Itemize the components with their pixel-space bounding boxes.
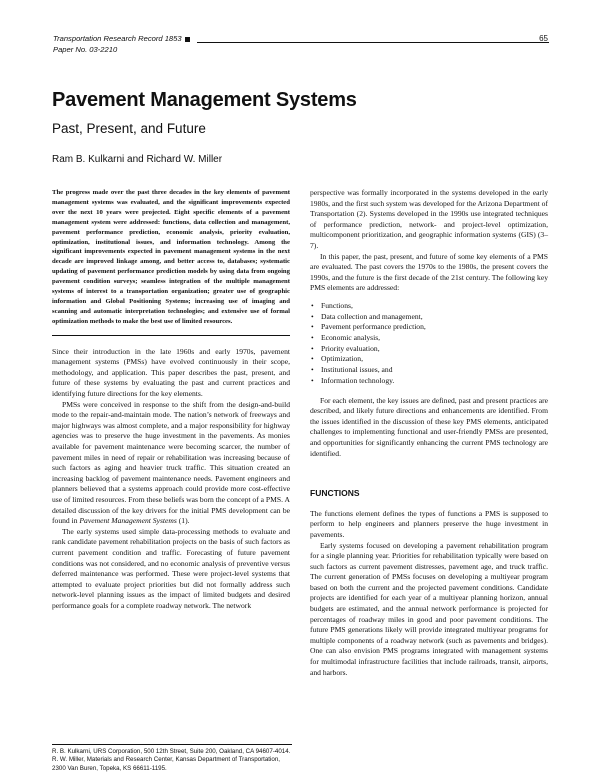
abstract: The progress made over the past three decades in the key elements of pavement management systems was evaluated, and the significant improvements expected over the next 10 years were projected. Eight specific elements of a pavement management system were addressed: functions, data collection and management, pavement performance prediction, economic analysis, priority evaluation, optimization, institutional issues, and information technology. Among the significant improvements expected in pavement management systems in the next decade are improved linkage among, and better access to, databases; systematic updating of pavement performance prediction models by using data from ongoing pavement condition surveys; seamless integration of the multiple management systems of interest to a transportation organization; greater use of geographic information and Global Positioning Systems; increasing use of imaging and scanning and automatic interpretation technologies; and extensive use of formal optimization methods to make the best use of limited resources. [52, 189, 290, 325]
paper-number: Paper No. 03-2210 [53, 45, 118, 54]
paper-subtitle: Past, Present, and Future [52, 121, 206, 136]
body-paragraph: For each element, the key issues are defined, past and present practices are described, and likely future directions and enhancements are identified. From the issues identified in the discussion of these key PMS elements, anticipated challenges to implementing functional and user-friendly PMSs are presented, and opportunities for significantly enhancing the current PMS technology are identified. [310, 395, 548, 458]
section-heading: FUNCTIONS [310, 488, 360, 499]
body-paragraph: Early systems focused on developing a pavement rehabilitation program for a single planning year. Priorities for rehabilitation typically were based on such factors as current pavement distresses, pavement age, and truck traffic. The current generation of PMSs focuses on developing a multiyear program based on both the current and the projected pavement conditions. Candidate projects are identified for each year of a multiyear planning horizon, annual budgets are estimated, and the annual network performance is projected for percentages of roadway miles in good and poor pavement conditions. The future PMS generations likely will provide integrated multiyear programs for multiple components of a roadway network (such as pavements and bridges). One can also envision PMS programs integrated with management systems for multimodal infrastructure facilities that include railroads, transit, airports, and harbors. [310, 540, 548, 677]
citation: (1). [176, 516, 190, 526]
square-bullet-icon [185, 37, 190, 42]
paragraph-text: PMSs were conceived in response to the shift from the design-and-build mode to the repair-and-maintain mode. The nation’s network of freeways and major highways was almost complete, and a major responsibility for highway agencies was to preserve the huge investment in the pavements. As monies available for pavement maintenance were becoming scarcer, the number of pavement miles in need of repair or rehabilitation was increasing because of such factors as aging and heavier truck traffic. This situation created an increasing backlog of pavement maintenance needs. Pavement engineers and planners believed that a systems approach could provide more cost-effective use of limited resources. From these beliefs was born the concept of a PMS. A detailed discussion of the key drivers for the initial PMS development can be found in [52, 399, 290, 526]
list-item: • Pavement performance prediction, [310, 322, 548, 333]
body-paragraph: The functions element defines the types of functions a PMS is supposed to perform to help engineers and planners preserve the huge investment in pavements. [310, 508, 548, 539]
header-rule [197, 42, 549, 43]
journal-name: Transportation Research Record 1853 [53, 33, 190, 44]
abstract-divider [52, 335, 290, 336]
list-item: • Functions, [310, 301, 548, 312]
body-paragraph: perspective was formally incorporated in the systems developed in the early 1980s, and the first such system was developed for the Arizona Department of Transportation (2). Systems developed in the 1990s use integrated techniques of performance prediction, network- and project-level optimization, multicomponent prioritization, and geographic information systems (GIS) (3–7). [310, 188, 548, 250]
list-item: • Institutional issues, and [310, 365, 548, 376]
author-footnote: R. B. Kulkarni, URS Corporation, 500 12th Street, Suite 200, Oakland, CA 94607-4014. R. W. Miller, Materials and Research Center, Kansas Department of Transportation, 2300 Van Buren, Topeka, KS 66611-1195. [52, 744, 292, 773]
list-item: • Optimization, [310, 354, 548, 365]
list-item: • Economic analysis, [310, 333, 548, 344]
body-paragraph [52, 400, 290, 527]
reference-title: Pavement Management Systems [79, 516, 177, 526]
page-number: 65 [539, 34, 548, 43]
elements-list [310, 301, 548, 387]
right-column [310, 188, 548, 678]
list-item: • Data collection and management, [310, 312, 548, 323]
body-paragraph: Since their introduction in the late 1960s and early 1970s, pavement management systems (PMSs) have evolved continuously in their scope, methodology, and application. This paper describes the past, present, and future of these systems by evaluating the past and current practices and identifying future directions for the key elements. [52, 346, 290, 399]
left-column [52, 188, 290, 612]
running-header [53, 33, 190, 55]
list-item: • Priority evaluation, [310, 344, 548, 355]
list-item: • Information technology. [310, 376, 548, 387]
authors: Ram B. Kulkarni and Richard W. Miller [52, 154, 223, 165]
body-paragraph: The early systems used simple data-processing methods to evaluate and rank candidate pavement rehabilitation projects on the basis of such factors as current pavement condition and traffic. Forecasting of future pavement conditions was not considered, and no economic analysis of preventive versus deferred maintenance was performed. These were project-level systems that attempted to evaluate project priorities but did not formally address such network-level planning issues as the impact of limited budgets and desired performance goals for a complete roadway network. The network [52, 526, 290, 610]
body-paragraph: In this paper, the past, present, and future of some key elements of a PMS are evaluated. The past covers the 1970s to the 1980s, the present covers the 1990s, and the future is the first decade of the 21st century. The following key PMS elements are addressed: [310, 251, 548, 293]
paper-title: Pavement Management Systems [52, 89, 357, 111]
